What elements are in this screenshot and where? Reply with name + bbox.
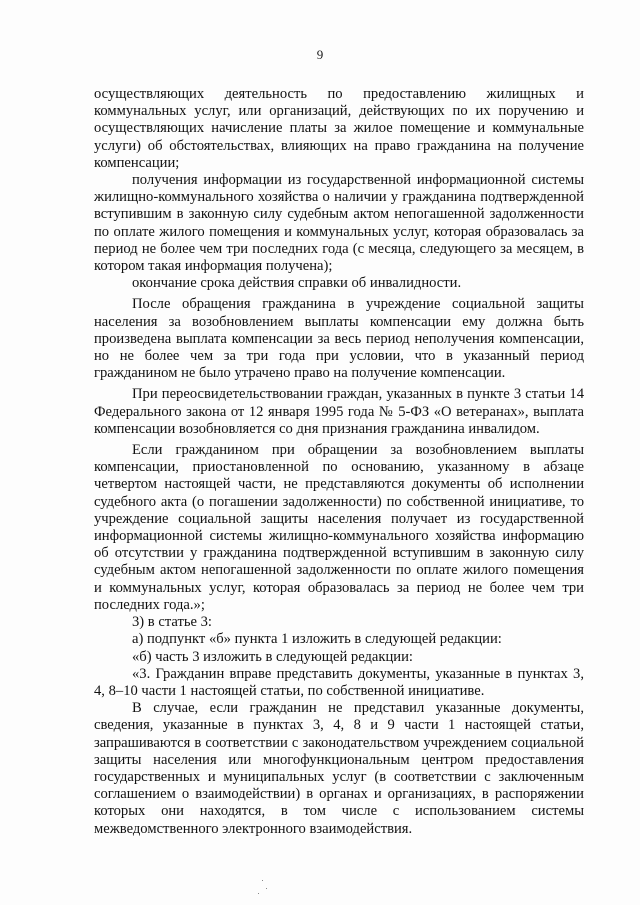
paragraph-part-3-edit: «б) часть 3 изложить в следующей редакции: xyxy=(132,648,413,665)
paragraph-debt-documents: Если гражданином при обращении за возобновлением выплаты компенсации, приостановленной по основанию, указанному в абзаце четвертом настоящей части, не представляются документы об исполнении судебного акта (о погашении задолженности) по собственной инициативе, то учреждение социальной защиты населения получает из государственной информационной системы жилищно-коммунального хозяйства информацию об отсутствии у гражданина подтвержденной вступившим в законную силу судебным актом непогашенной задолженности по оплате жилого помещения и коммунальных услуг, которая образовалась за период не более чем три последних года.»; xyxy=(94,442,584,613)
paragraph-if-not-submitted: В случае, если гражданин не представил указанные документы, сведения, указанные в пунктах 3, 4, 8 и 9 части 1 настоящей статьи, запрашиваются в соответствии с законодательством учреждением социальной защиты населения или многофункциональным центром предоставления государственных и муниципальных услуг (в соответствии с заключенным соглашением о взаимодействии) в органах и организациях, в распоряжении которых они находятся, в том числе с использованием системы межведомственного электронного взаимодействия. xyxy=(94,700,584,837)
body-text xyxy=(94,86,584,838)
paragraph-right-to-submit: «3. Гражданин вправе представить документы, указанные в пунктах 3, 4, 8–10 части 1 настоящей статьи, по собственной инициативе. xyxy=(94,665,584,699)
paragraph-certificate-expiry: окончание срока действия справки об инвалидности. xyxy=(132,275,462,292)
paragraph-reexamination: При переосвидетельствовании граждан, указанных в пункте 3 статьи 14 Федерального закона от 12 января 1995 года № 5-ФЗ «О ветеранах», выплата компенсации возобновляется со дня признания гражданина инвалидом. xyxy=(94,386,584,437)
scan-speck xyxy=(262,880,263,881)
paragraph-obtaining-info: получения информации из государственной информационной системы жилищно-коммунального хозяйства о наличии у гражданина подтвержденной вступившим в законную силу судебным актом непогашенной задолженности по оплате жилого помещения и коммунальных услуг, которая образовалась за период не более чем три последних года (с месяца, следующего за месяцем, в котором такая информация получена); xyxy=(94,172,584,275)
paragraph-subparagraph-b: а) подпункт «б» пункта 1 изложить в следующей редакции: xyxy=(132,631,502,648)
paragraph-continuation: осуществляющих деятельность по предоставлению жилищных и коммунальных услуг, или организаций, действующих по их поручению и осуществляющих начисление платы за жилое помещение и коммунальные услуги) об обстоятельствах, влияющих на право гражданина на получение компенсации; xyxy=(94,86,584,171)
paragraph-article-3: 3) в статье 3: xyxy=(132,614,212,631)
scan-speck xyxy=(266,888,267,889)
paragraph-resumption-payment: После обращения гражданина в учреждение социальной защиты населения за возобновлением выплаты компенсации ему должна быть произведена выплата компенсации за весь период неполучения компенсации, но не более чем за три года при условии, что в указанный период гражданином не было утрачено право на получение компенсации. xyxy=(94,296,584,382)
scan-speck xyxy=(258,893,259,894)
page-number: 9 xyxy=(316,47,324,62)
